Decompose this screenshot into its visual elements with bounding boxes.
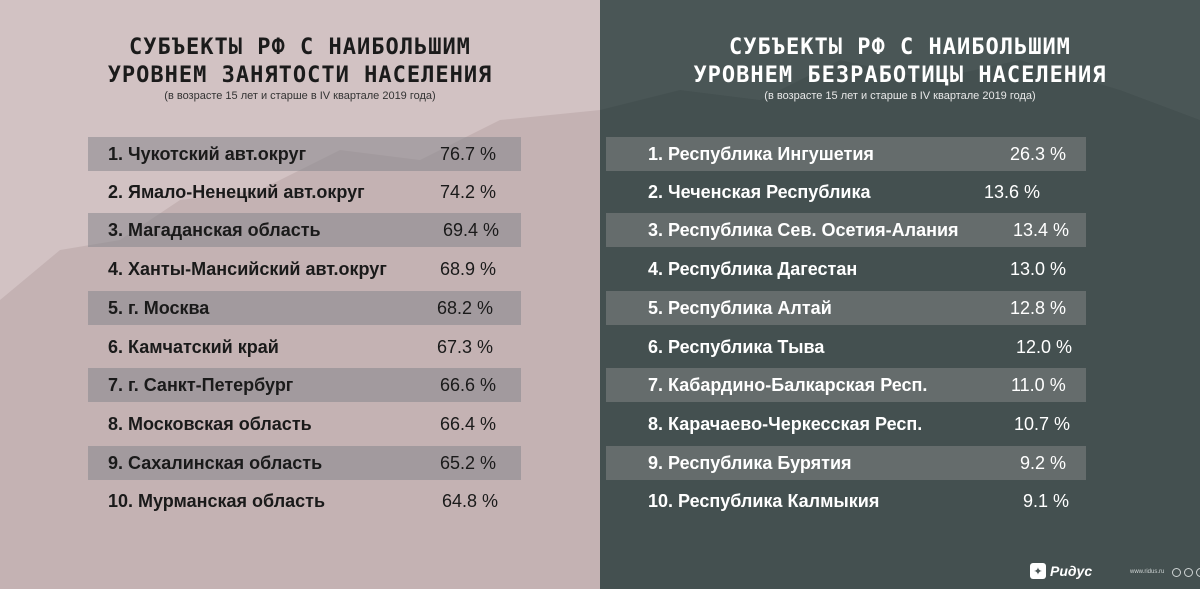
social-icons: [1172, 568, 1200, 577]
region-value: 13.0 %: [1010, 258, 1067, 279]
region-name: 10. Мурманская область: [108, 490, 326, 511]
list-item: [88, 484, 521, 518]
region-value: 26.3 %: [1010, 143, 1067, 164]
region-value: 67.3 %: [437, 336, 494, 357]
list-item: [88, 407, 521, 441]
list-item: [88, 175, 521, 209]
region-value: 12.8 %: [1010, 297, 1067, 318]
list-item: [88, 446, 521, 480]
list-item: [606, 407, 1086, 441]
region-value: 65.2 %: [440, 452, 497, 473]
region-value: 64.8 %: [442, 490, 499, 511]
list-item: [88, 213, 521, 247]
region-name: 1. Республика Ингушетия: [648, 143, 874, 164]
region-value: 13.4 %: [1013, 219, 1070, 240]
region-name: 5. Республика Алтай: [648, 297, 832, 318]
region-value: 11.0 %: [1011, 374, 1066, 395]
list-item: [606, 291, 1086, 325]
region-value: 76.7 %: [440, 143, 497, 164]
ridus-logo-icon: ✦: [1030, 563, 1046, 579]
region-value: 68.9 %: [440, 258, 497, 279]
site-url: www.ridus.ru: [1130, 569, 1165, 575]
region-name: 10. Республика Калмыкия: [648, 490, 880, 511]
region-name: 4. Республика Дагестан: [648, 258, 858, 279]
region-name: 6. Камчатский край: [108, 336, 279, 357]
list-item: [88, 330, 521, 364]
region-name: 3. Магаданская область: [108, 219, 321, 240]
list-item: [606, 252, 1086, 286]
region-value: 66.6 %: [440, 374, 497, 395]
list-item: [606, 213, 1086, 247]
region-name: 7. Кабардино-Балкарская Респ.: [648, 374, 928, 395]
region-name: 3. Республика Сев. Осетия-Алания: [648, 219, 959, 240]
region-name: 5. г. Москва: [108, 297, 210, 318]
region-value: 9.2 %: [1020, 452, 1067, 473]
region-name: 8. Московская область: [108, 413, 312, 434]
list-item: [606, 446, 1086, 480]
social-icon: [1172, 568, 1181, 577]
list-item: [88, 252, 521, 286]
list-item: [606, 484, 1086, 518]
list-item: [88, 368, 521, 402]
ridus-logo: [1030, 563, 1092, 579]
region-name: 6. Республика Тыва: [648, 336, 825, 357]
list-item: [606, 137, 1086, 171]
social-icon: [1196, 568, 1200, 577]
region-name: 2. Чеченская Республика: [648, 181, 871, 202]
employment-title: [0, 34, 600, 90]
list-item: [88, 291, 521, 325]
region-name: 8. Карачаево-Черкесская Респ.: [648, 413, 923, 434]
region-name: 4. Ханты-Мансийский авт.округ: [108, 258, 387, 279]
social-icon: [1184, 568, 1193, 577]
employment-title-line2: УРОВНЕМ ЗАНЯТОСТИ НАСЕЛЕНИЯ: [107, 63, 493, 88]
list-item: [606, 368, 1086, 402]
region-name: 7. г. Санкт-Петербург: [108, 374, 294, 395]
region-name: 1. Чукотский авт.округ: [108, 143, 307, 164]
unemployment-panel: [600, 0, 1200, 589]
unemployment-subtitle: (в возрасте 15 лет и старше в IV квартале 2019 года): [764, 90, 1036, 102]
region-value: 69.4 %: [443, 219, 500, 240]
region-name: 9. Сахалинская область: [108, 452, 323, 473]
employment-title-line1: СУБЪЕКТЫ РФ С НАИБОЛЬШИМ: [129, 35, 471, 60]
region-value: 10.7 %: [1014, 413, 1071, 434]
region-name: 2. Ямало-Ненецкий авт.округ: [108, 181, 365, 202]
unemployment-title-line1: СУБЪЕКТЫ РФ С НАИБОЛЬШИМ: [729, 35, 1071, 60]
unemployment-title: [600, 34, 1200, 90]
list-item: [88, 137, 521, 171]
region-value: 13.6 %: [984, 181, 1041, 202]
region-value: 66.4 %: [440, 413, 497, 434]
list-item: [606, 175, 1086, 209]
region-name: 9. Республика Бурятия: [648, 452, 852, 473]
employment-subtitle: (в возрасте 15 лет и старше в IV квартале 2019 года): [164, 90, 436, 102]
region-value: 68.2 %: [437, 297, 494, 318]
region-value: 9.1 %: [1023, 490, 1070, 511]
region-value: 12.0 %: [1016, 336, 1073, 357]
list-item: [606, 330, 1086, 364]
ridus-logo-text: Ридус: [1050, 563, 1093, 579]
unemployment-title-line2: УРОВНЕМ БЕЗРАБОТИЦЫ НАСЕЛЕНИЯ: [693, 63, 1107, 88]
region-value: 74.2 %: [440, 181, 497, 202]
